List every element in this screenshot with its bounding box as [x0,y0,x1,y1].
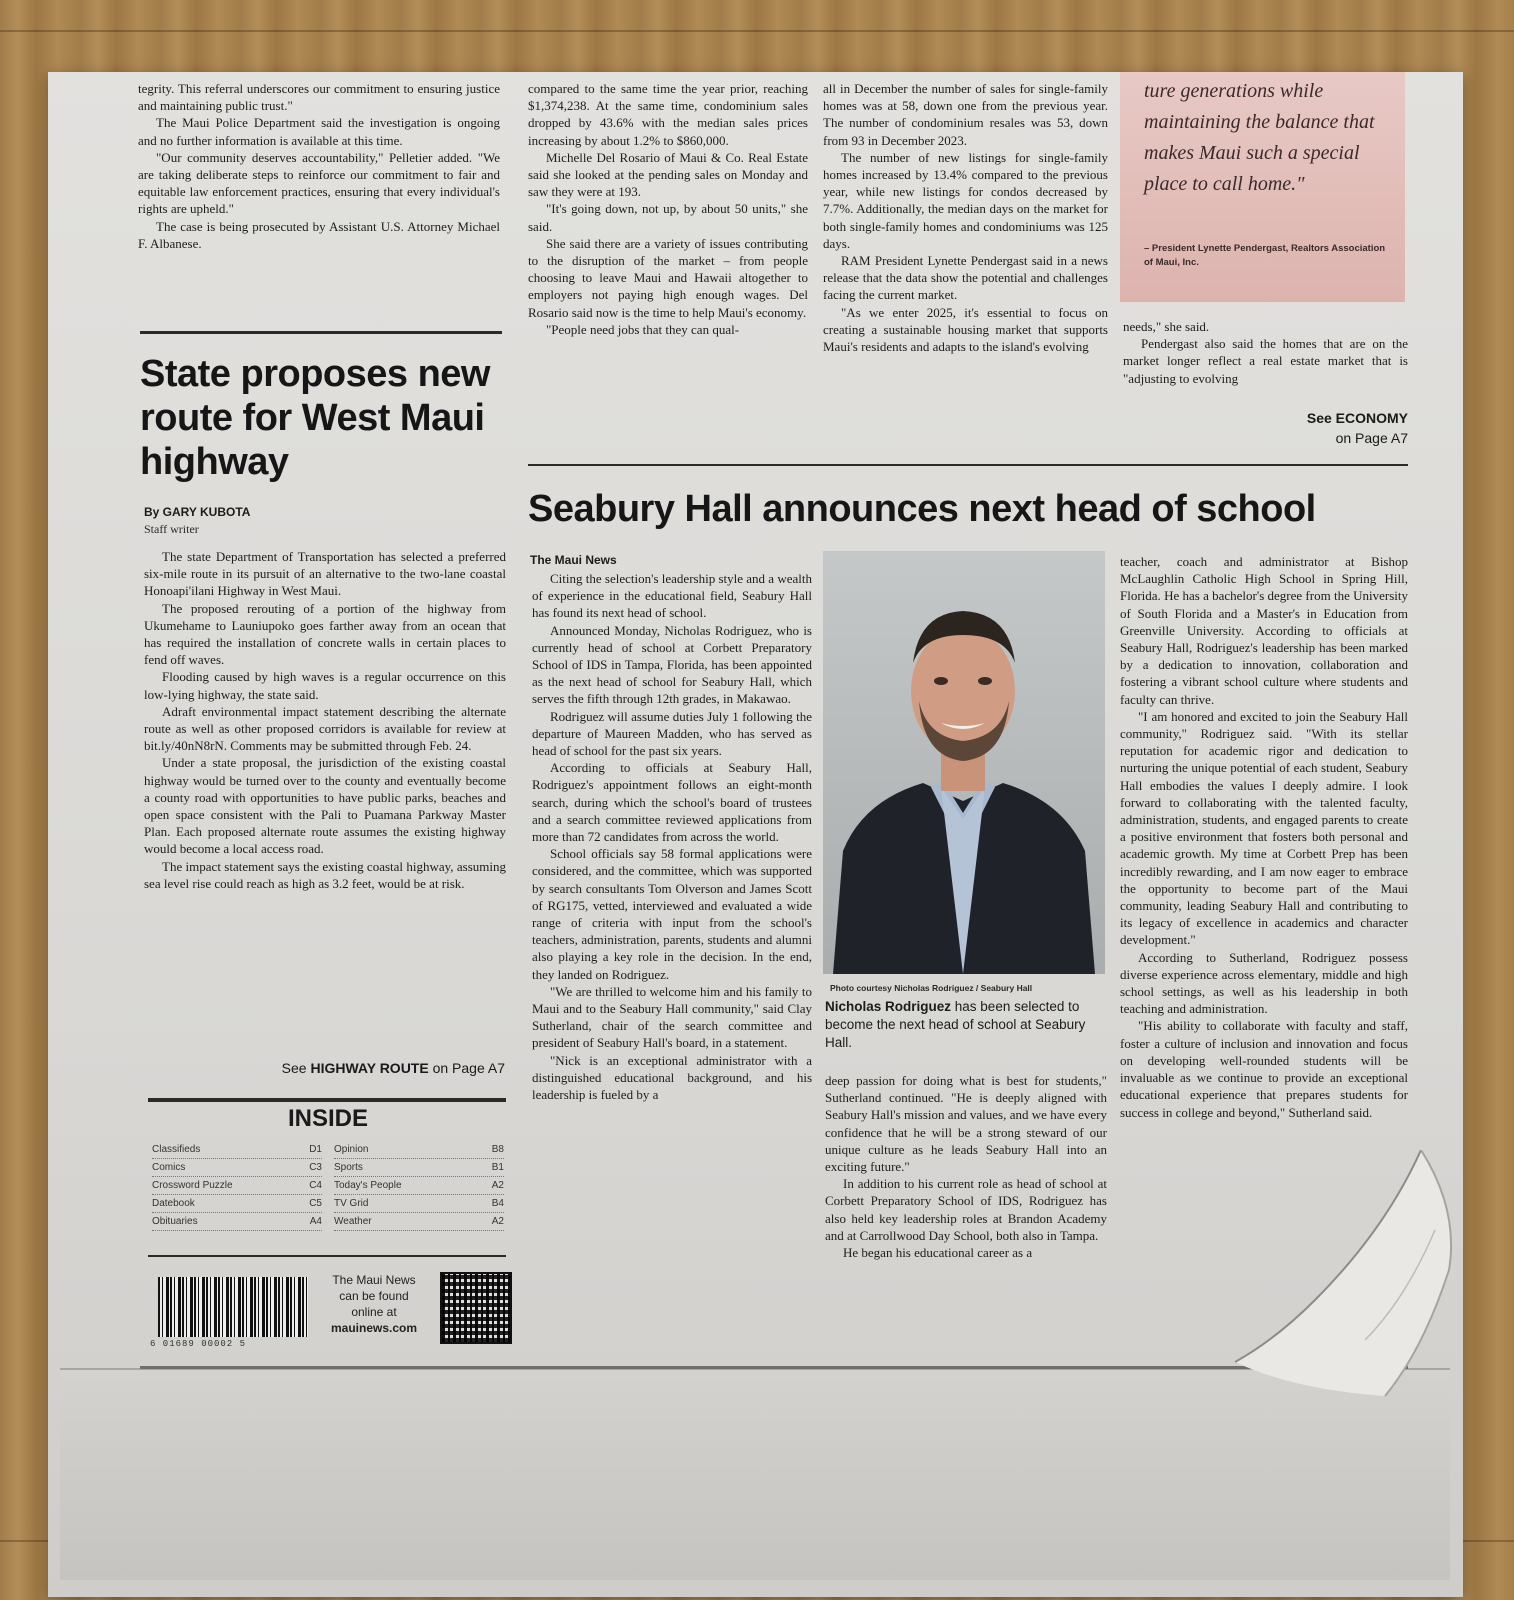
paragraph: "People need jobs that they can qual- [546,321,740,337]
inside-item [152,1195,322,1213]
highway-byline: By GARY KUBOTA [144,505,251,519]
paragraph: Pendergast also said the homes that are on the market longer reflect a real estate market that is "adjusting to evolving [1123,336,1408,386]
photo-caption [825,998,1108,1052]
seabury-col2 [825,1072,1107,1261]
inside-top-rule [148,1098,506,1102]
highway-role: Staff writer [144,522,199,536]
paragraph: "I am honored and excited to join the Seabury Hall community," Rodriguez said. "With its stellar reputation for academic rigor and dedication to nurturing the unique potential of each student, Seabury Hall embodies the values I deeply admire. I look forward to collaborating with the talented faculty, administration, students, and engaged parents to create a positive environment that fosters both personal and academic growth. My time at Corbett Prep has been incredibly rewarding, and I am now eager to embrace the opportunity to become part of the Maui community, leading Seabury Hall and contributing to its legacy of excellence in academics and character development." [1120,708,1408,948]
paragraph: She said there are a variety of issues contributing to the disruption of the market – from people choosing to leave Maui and Hawaii altogether to employers not paying high enough wages. Del Rosario said now is the time to help Maui's economy. [528,235,808,320]
paragraph: The impact statement says the existing coastal highway, assuming sea level rise could reach as high as 3.2 feet, would be at risk. [144,858,506,891]
paragraph: Under a state proposal, the jurisdiction of the existing coastal highway would be turned over to the county and eventually become a county road with opportunities to have public parks, beaches and open space consistent with the Pali to Puamana Parkway Master Plan. Each proposed alternate route assumes the existing highway would become a local access road. [144,755,506,857]
paragraph: The proposed rerouting of a portion of the highway from Ukumehame to Launiupoko goes farther away from an ocean that has required the installation of concrete walls in certain places to fend off waves. [144,600,506,668]
seabury-source: The Maui News [530,553,617,567]
highway-body [144,548,506,892]
paragraph: According to officials at Seabury Hall, Rodriguez's appointment follows an eight-month search, during which the school's board of trustees and a search committee reviewed applications from more than 72 candidates from across the world. [532,760,812,845]
pull-quote-box [1120,72,1405,302]
economy-jump-see: See ECONOMY [1306,410,1408,426]
caption-name: Nicholas Rodriguez [825,999,952,1014]
paragraph: teacher, coach and administrator at Bishop McLaughlin Catholic High School in Spring Hill, Florida. He has a bachelor's degree from the University of South Florida and a Master's in Education from Greenville University. According to officials at Seabury Hall, Rodriguez's leadership has been marked by a dedication to innovation, collaboration and fostering a vibrant school culture where students and faculty can thrive. [1120,554,1408,707]
paragraph: Adraft environmental impact statement describing the alternate route as well as other proposed corridors is available for review at bit.ly/40nN8rN. Comments may be submitted through Feb. 24. [144,703,506,754]
paragraph: The case is being prosecuted by Assistant U.S. Attorney Michael F. Albanese. [138,218,500,251]
inside-item-page: C3 [309,1162,322,1173]
paragraph: compared to the same time the year prior, reaching $1,374,238. At the same time, condominium sales dropped by 43.6% with the median sales prices increasing by about 1.2% to $860,000. [528,81,808,148]
paragraph: He began his educational career as a [843,1245,1033,1261]
highway-jump-bold: HIGHWAY ROUTE [310,1060,429,1076]
online-line3: online at [351,1305,397,1319]
inside-item [334,1159,504,1177]
online-site-link[interactable]: mauinews.com [330,1321,418,1335]
paragraph: Citing the selection's leadership style and a wealth of experience in the educational field, Seabury Hall has found its next head of school. [532,571,812,621]
highway-jump [215,1060,505,1076]
inside-item [334,1141,504,1159]
inside-item [152,1177,322,1195]
paragraph: According to Sutherland, Rodriguez possess diverse experience across elementary, middle and high school settings, as well as his leadership in both teaching and administration. [1120,949,1408,1017]
page-bottom-rule [140,1366,1408,1369]
paragraph: In addition to his current role as head of school at Corbett Preparatory School of IDS, Rodriguez has also held key leadership roles at Brandon Academy and at Carrollwood Day School, both also in Tampa. [825,1176,1107,1243]
inside-item-name: Weather [334,1216,372,1227]
inside-item-page: B4 [491,1198,504,1209]
paragraph: The state Department of Transportation has selected a preferred six-mile route in its pursuit of an alternative to the two-lane coastal Honoapi'ilani Highway in West Maui. [144,549,506,599]
col4-top-text [1123,318,1408,387]
paragraph: Michelle Del Rosario of Maui & Co. Real Estate said she looked at the pending sales on Monday and saw they were at 193. [528,149,808,200]
paragraph: deep passion for doing what is best for students," Sutherland continued. "He is deeply aligned with Seabury Hall's mission and values, and we have every confidence that he will be a strong steward of our unique culture as he leads Seabury Hall into an exciting future." [825,1073,1107,1175]
inside-item-name: Today's People [334,1180,402,1191]
paragraph: "It's going down, not up, by about 50 units," she said. [528,201,808,234]
online-line2: can be found [339,1289,409,1303]
inside-item-name: Classifieds [152,1144,201,1155]
online-notice [318,1272,430,1336]
caption-text: has been selected to become the next head of school at Seabury Hall. [825,999,1086,1050]
inside-item-page: D1 [309,1144,322,1155]
economy-jump-page: on Page A7 [1335,430,1408,446]
seabury-col3 [1120,553,1408,1121]
col2-top-text [528,80,808,338]
paragraph: Announced Monday, Nicholas Rodriguez, who is currently head of school at Corbett Preparatory School of IDS in Tampa, Florida, has been appointed as the next head of school for Seabury Hall, which serves the fifth through 12th grades, in Makawao. [532,622,812,707]
paragraph: "We are thrilled to welcome him and his family to Maui and to the Seabury Hall community," said Clay Sutherland, chair of the search committee and president of Seabury Hall's board, in a statement. [532,983,812,1051]
paragraph: all in December the number of sales for single-family homes was at 58, down one from the previous year. The number of condominium resales was 53, down from 93 in December 2023. [823,81,1108,148]
paragraph: "His ability to collaborate with faculty and staff, foster a culture of inclusion and innovation and focus on developing well-rounded students will be invaluable as we continue to provide an exceptional educational experience that prepares students for success in college and beyond," Sutherland said. [1120,1018,1408,1120]
paragraph: RAM President Lynette Pendergast said in a news release that the data show the potential and challenges facing the current market. [823,253,1108,303]
paragraph: Flooding caused by high waves is a regular occurrence on this low-lying highway, the state said. [144,669,506,702]
paragraph: The Maui Police Department said the investigation is ongoing and no further information is available at this time. [138,115,500,148]
inside-item-page: A2 [491,1180,504,1191]
page-curl [1235,1150,1465,1400]
paragraph: Rodriguez will assume duties July 1 following the departure of Maureen Madden, who has served as head of school for the past six years. [532,708,812,759]
inside-item-page: C4 [309,1180,322,1191]
paragraph: "Our community deserves accountability," Pelletier added. "We are taking deliberate steps to reinforce our commitment to fair and equitable law enforcement practices, ensuring that every individual's rights are upheld." [138,149,500,217]
inside-item-name: Obituaries [152,1216,198,1227]
inside-item [152,1141,322,1159]
paragraph: "As we enter 2025, it's essential to focus on creating a sustainable housing market that supports Maui's residents and adapts to the island's evolving [823,304,1108,355]
inside-item [152,1213,322,1231]
inside-item-name: Datebook [152,1198,195,1209]
inside-list-right [334,1141,504,1231]
inside-bottom-rule [148,1255,506,1257]
online-line1: The Maui News [332,1273,416,1287]
paragraph: The number of new listings for single-family homes increased by 13.4% compared to the previous year, while new listings for condos decreased by 7.7%. Additionally, the median days on the market for both single-family homes and condominiums was 125 days. [823,149,1108,251]
pull-quote-attribution: – President Lynette Pendergast, Realtors Association of Maui, Inc. [1144,243,1386,268]
inside-item [152,1159,322,1177]
highway-jump-see: See [281,1060,307,1076]
inside-list-left [152,1141,322,1231]
barcode [158,1277,308,1337]
inside-item-page: A2 [491,1216,504,1227]
inside-item-name: Comics [152,1162,186,1173]
inside-index [152,1105,504,1235]
seabury-headline: Seabury Hall announces next head of school [528,488,1316,530]
col1-top-text [138,80,500,252]
inside-item-page: A4 [309,1216,322,1227]
inside-item-page: B1 [491,1162,504,1173]
paragraph: "Nick is an exceptional administrator with a distinguished educational background, and his leadership is fueled by a [532,1052,812,1103]
inside-item-page: C5 [309,1198,322,1209]
barcode-number: 6 01689 00002 5 [150,1339,247,1349]
col3-top-text [823,80,1108,355]
inside-item [334,1195,504,1213]
inside-title: INSIDE [287,1105,368,1132]
inside-item-name: Opinion [334,1144,369,1155]
inside-item [334,1177,504,1195]
inside-item-name: TV Grid [334,1198,369,1209]
section-rule [528,464,1408,466]
nicholas-rodriguez-photo [823,551,1105,974]
highway-headline: State proposes new route for West Maui highway [140,353,490,483]
qr-code[interactable] [440,1272,512,1344]
inside-item-name: Crossword Puzzle [152,1180,233,1191]
seabury-col1 [532,570,812,1103]
paragraph: needs," she said. [1123,319,1210,334]
section-rule [140,331,502,334]
pull-quote-text: ture generations while maintaining the balance that makes Maui such a special place to call home." [1144,80,1375,195]
inside-item-page: B8 [491,1144,504,1155]
portrait-svg [823,551,1105,974]
paragraph: tegrity. This referral underscores our commitment to ensuring justice and maintaining public trust." [138,81,500,114]
highway-jump-page: on Page A7 [432,1060,505,1076]
inside-item [334,1213,504,1231]
wood-plank-line [0,30,1514,32]
paragraph: School officials say 58 formal applications were considered, and the committee, which was supported by search consultants Tom Olverson and James Scott of RG175, vetted, interviewed and evaluated a wide range of criteria with input from the school's teachers, administration, parents, students and alumni also playing a key role in the decision. In the end, they landed on Rodriguez. [532,846,812,982]
inside-item-name: Sports [334,1162,363,1173]
photo-credit: Photo courtesy Nicholas Rodriguez / Seabury Hall [830,983,1033,993]
